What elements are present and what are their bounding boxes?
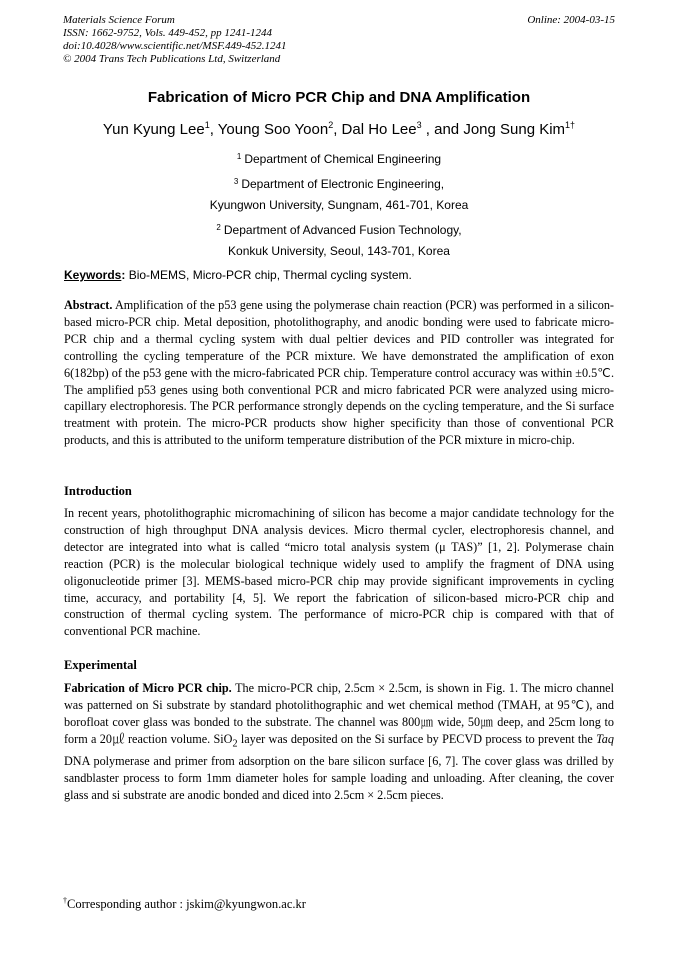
affil-text: Department of Advanced Fusion Technology, xyxy=(223,222,462,237)
taq-italic: Taq xyxy=(596,731,614,746)
affil-text: Department of Chemical Engineering xyxy=(244,152,442,166)
author-name: Young Soo Yoon xyxy=(217,121,329,138)
author-affil-mark: 2 xyxy=(328,120,334,130)
keywords-line xyxy=(64,268,412,282)
introduction-heading: Introduction xyxy=(64,484,132,498)
abstract-label: Abstract. xyxy=(64,298,113,312)
affiliation-line xyxy=(0,195,678,217)
author-affil-mark: 1† xyxy=(565,120,576,130)
affiliation-line xyxy=(0,146,678,171)
author-list xyxy=(0,120,678,138)
affiliation-line xyxy=(0,217,678,242)
keywords-label: Keywords xyxy=(64,268,122,282)
copyright-line: © 2004 Trans Tech Publications Ltd, Switzerland xyxy=(63,53,281,65)
online-date: Online: 2004-03-15 xyxy=(527,14,615,26)
footnote-text: Corresponding author : jskim@kyungwon.ac.kr xyxy=(67,897,306,911)
doi-line: doi:10.4028/www.scientific.net/MSF.449-452.1241 xyxy=(63,40,287,52)
journal-header xyxy=(63,14,287,66)
affil-text: Department of Electronic Engineering, xyxy=(241,176,445,191)
corresponding-author-footnote xyxy=(63,896,306,912)
author-name: Jong Sung Kim xyxy=(463,121,566,138)
author-affil-mark: 3 xyxy=(416,120,422,130)
experimental-paragraph xyxy=(64,680,614,804)
experimental-text: layer was deposited on the Si surface by PECVD process to prevent the xyxy=(237,731,597,746)
subscript-2: 2 xyxy=(232,738,238,750)
introduction-paragraph: In recent years, photolithographic micromachining of silicon has become a major candidate technology for the construction of high throughput DNA analysis devices. Micro thermal cycler, electrophoresis channel, and detector are integrated into what is called “micro total analysis system (μ TAS)” [1, 2]. Polymerase chain reaction (PCR) is the molecular biological technique widely used to amplify the fragment of DNA using oligonucleotide primer [3]. MEMS-based micro-PCR chip may provide significant improvements in cycling time, accuracy, and portability [4, 5]. We report the fabrication of silicon-based micro-PCR chip and construction of thermal cycling system. The performance of micro-PCR chip is compared with that of conventional PCR machine. xyxy=(64,506,614,639)
issn-line: ISSN: 1662-9752, Vols. 449-452, pp 1241-1244 xyxy=(63,27,272,39)
journal-name: Materials Science Forum xyxy=(63,14,175,26)
keywords-colon: : xyxy=(121,268,126,282)
paper-title: Fabrication of Micro PCR Chip and DNA Amplification xyxy=(147,89,531,106)
affiliation-line xyxy=(0,241,678,263)
abstract-paragraph xyxy=(64,297,614,449)
keywords-text: Bio-MEMS, Micro-PCR chip, Thermal cycling system. xyxy=(125,268,412,282)
experimental-text: DNA polymerase and primer from adsorption on the bare silicon surface [6, 7]. The cover glass was drilled by sandblaster process to form 1mm diameter holes for sample loading and unloading. After cleaning, the cover glass and si substrate are anodic bonded and diced into 2.5cm × 2.5cm pieces. xyxy=(64,754,614,802)
affil-text: Kyungwon University, Sungnam, 461-701, Korea xyxy=(209,198,469,212)
experimental-heading: Experimental xyxy=(64,658,137,672)
author-separator: , and xyxy=(421,121,464,138)
experimental-text: The micro-PCR chip, 2.5cm × 2.5cm, is shown in Fig. 1. The micro channel was patterned on Si substrate by standard photolithographic and wet chemical method (TMAH, at 95℃), and borofloat cover glass was bonded to the substrate. The channel was 800㎛ wide, 50㎛ deep, and 25cm long to form a 20㎕ reaction volume. SiO xyxy=(64,681,614,746)
author-name: Yun Kyung Lee xyxy=(102,121,205,138)
affiliation-line xyxy=(0,171,678,196)
affil-mark: 1 xyxy=(236,152,242,161)
author-affil-mark: 1 xyxy=(204,120,210,130)
abstract-text: Amplification of the p53 gene using the polymerase chain reaction (PCR) was performed in a silicon-based micro-PCR chip. Metal deposition, photolithography, and anodic bonding were used to fabricate micro-PCR chip and a thermal cycling system with dual peltier devices and PID controller was integrated for controlling the cycling temperature of the PCR mixture. We have demonstrated the amplification of exon 6(182bp) of the p53 gene with the micro-fabricated PCR chip. Temperature control accuracy was within ±0.5℃. The amplified p53 genes using both conventional PCR and micro fabricated PCR were analyzed using micro-capillary electrophoresis. The PCR performance strongly depends on the cycling temperature, and the Si surface treatment with protein. The micro-PCR products show higher specificity than those of conventional PCR products, and this is attributed to the uniform temperature distribution of the PCR mixture in micro-chip. xyxy=(64,298,614,448)
dagger-mark: † xyxy=(63,896,67,905)
subsection-label: Fabrication of Micro PCR chip. xyxy=(64,681,232,695)
author-separator: , xyxy=(333,121,342,138)
affil-mark: 3 xyxy=(233,176,239,186)
affiliation-list xyxy=(0,146,678,263)
affil-text: Konkuk University, Seoul, 143-701, Korea xyxy=(228,244,450,258)
author-separator: , xyxy=(209,121,218,138)
author-name: Dal Ho Lee xyxy=(341,121,417,138)
affil-mark: 2 xyxy=(216,222,221,232)
